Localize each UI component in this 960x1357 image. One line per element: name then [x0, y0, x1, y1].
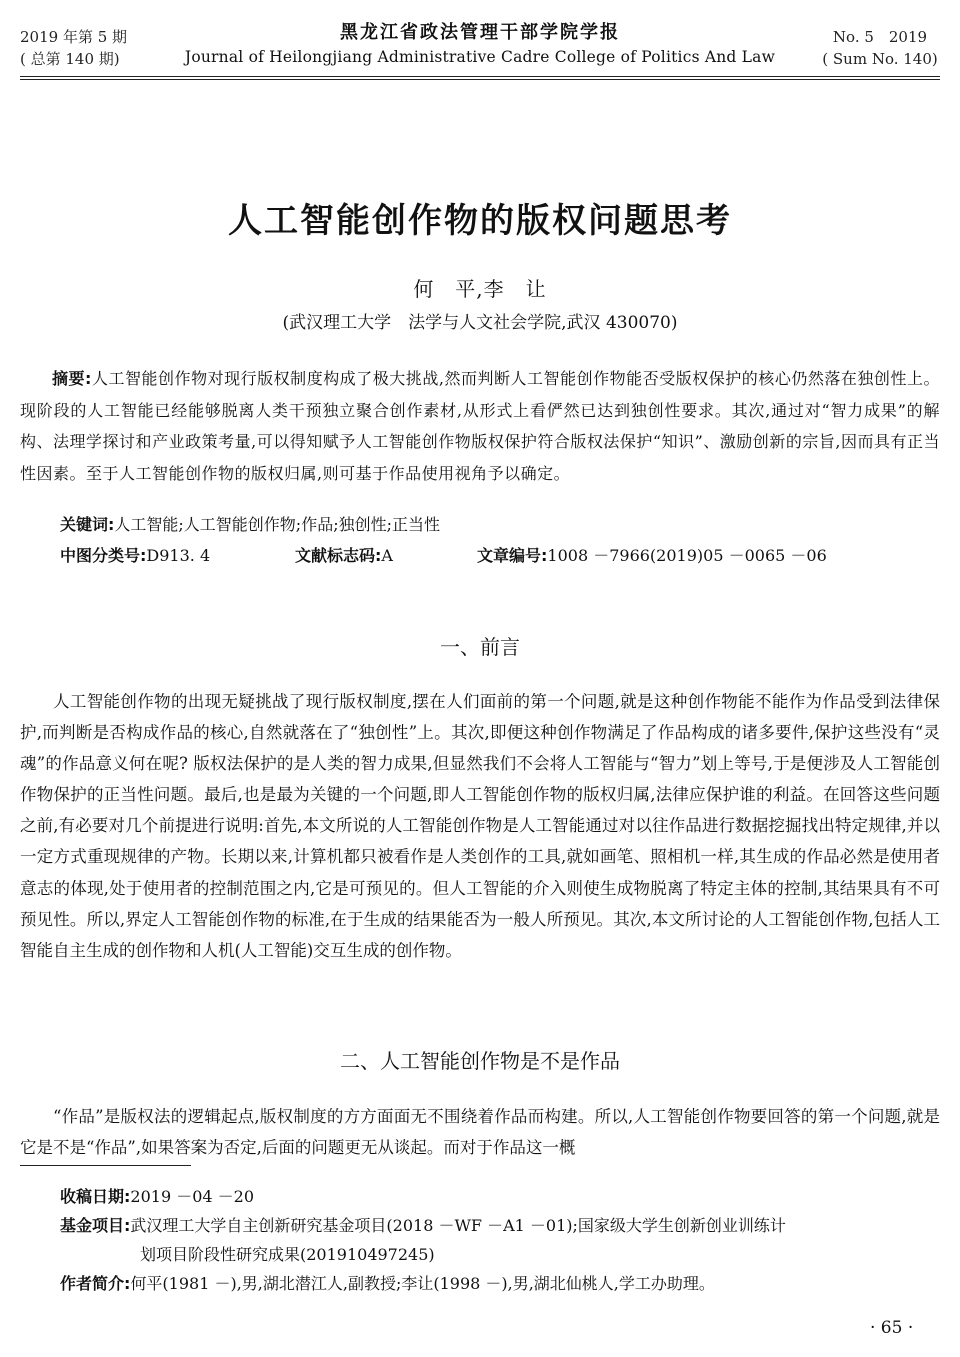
section-2-paragraph: “作品”是版权法的逻辑起点,版权制度的方方面面无不围绕着作品而构建。所以,人工智能创作物要回答的第一个问题,就是它是不是“作品”,如果答案为否定,后面的问题更无从谈起。而对于作品这一概: [20, 1107, 940, 1158]
fund-project-line2: 划项目阶段性研究成果(201910497245): [140, 1245, 435, 1264]
journal-title-cn: 黑龙江省政法管理干部学院学报: [340, 22, 620, 43]
clc-label: 中图分类号:: [60, 546, 147, 565]
fund-project-line1: 武汉理工大学自主创新研究基金项目(2018 －WF －A1 －01);国家级大学生创新创业训练计: [130, 1216, 786, 1235]
article-affiliation: (武汉理工大学 法学与人文社会学院,武汉 430070): [282, 313, 678, 333]
keywords-text: 人工智能;人工智能创作物;作品;独创性;正当性: [114, 515, 440, 534]
journal-title: [160, 18, 800, 66]
abstract-label: 摘要:: [52, 369, 92, 388]
header-rule-top: [20, 76, 940, 77]
document-code: [295, 543, 393, 569]
received-date-value: 2019 －04 －20: [130, 1187, 255, 1206]
article-number: [477, 543, 827, 569]
section-heading-2: 二、人工智能创作物是不是作品: [340, 1049, 620, 1073]
section-1-paragraph: 人工智能创作物的出现无疑挑战了现行版权制度,摆在人们面前的第一个问题,就是这种创作物能不能作为作品受到法律保护,而判断是否构成作品的核心,自然就落在了“独创性”上。其次,即便这种创作物满足了作品构成的诸多要件,保护这些没有“灵魂”的作品意义何在呢? 版权法保护的是人类的智力成果,但显然我们不会将人工智能与“智力”划上等号,于是便涉及人工智能创作物保护的正当性问题。最后,也是最为关键的一个问题,即人工智能创作物的版权归属,法律应保护谁的利益。在回答这些问题之前,有必要对几个前提进行说明:首先,本文所说的人工智能创作物是人工智能通过对以往作品进行数据挖掘找出特定规律,并以一定方式重现规律的产物。长期以来,计算机都只被看作是人类创作的工具,就如画笔、照相机一样,其生成的作品必然是使用者意志的体现,处于使用者的控制范围之内,它是可预见的。但人工智能的介入则使生成物脱离了特定主体的控制,其结果具有不可预见性。所以,界定人工智能创作物的标准,在于生成的结果能否为一般人所预见。其次,本文所讨论的人工智能创作物,包括人工智能自主生成的创作物和人机(人工智能)交互生成的创作物。: [20, 692, 940, 960]
issue-info-right: [820, 26, 940, 70]
journal-title-en: Journal of Heilongjiang Administrative Cadre College of Politics And Law: [184, 48, 776, 66]
received-date: [60, 1182, 254, 1211]
clc-value: D913. 4: [146, 546, 211, 565]
fund-project: [60, 1211, 786, 1240]
issue-year-number: 2019 年第 5 期: [20, 28, 128, 46]
issue-no-year: No. 5 2019: [832, 28, 928, 46]
document-code-label: 文献标志码:: [295, 546, 382, 565]
article-title: 人工智能创作物的版权问题思考: [228, 201, 732, 241]
abstract-text: 人工智能创作物对现行版权制度构成了极大挑战,然而判断人工智能创作物能否受版权保护的核心仍然落在独创性上。现阶段的人工智能已经能够脱离人类干预独立聚合创作素材,从形式上看俨然已达到独创性要求。其次,通过对“智力成果”的解构、法理学探讨和产业政策考量,可以得知赋予人工智能创作物版权保护符合版权法保护“知识”、激励创新的宗旨,因而具有正当性因素。至于人工智能创作物的版权归属,则可基于作品使用视角予以确定。: [20, 369, 940, 483]
issue-info-left: [20, 26, 127, 70]
abstract: [20, 363, 940, 489]
received-date-label: 收稿日期:: [60, 1187, 131, 1206]
article-authors: 何 平,李 让: [413, 277, 547, 301]
author-bio-value: 何平(1981 －),男,湖北潜江人,副教授;李让(1998 －),男,湖北仙桃人,学工办助理。: [130, 1274, 715, 1293]
issue-sum-no: ( Sum No. 140): [822, 50, 938, 68]
page-number: · 65 ·: [870, 1318, 914, 1338]
author-bio: [60, 1269, 715, 1298]
section-heading-1: 一、前言: [440, 635, 520, 659]
footnote-rule: [20, 1165, 191, 1166]
fund-project-label: 基金项目:: [60, 1216, 131, 1235]
author-bio-label: 作者简介:: [60, 1274, 131, 1293]
keywords: [60, 512, 440, 538]
article-number-label: 文章编号:: [477, 546, 548, 565]
clc-number: [60, 543, 210, 569]
issue-total-number: ( 总第 140 期): [20, 50, 120, 68]
document-code-value: A: [381, 546, 393, 565]
article-number-value: 1008 －7966(2019)05 －0065 －06: [547, 546, 827, 565]
keywords-label: 关键词:: [60, 515, 115, 534]
header-rule-bottom: [20, 79, 940, 80]
